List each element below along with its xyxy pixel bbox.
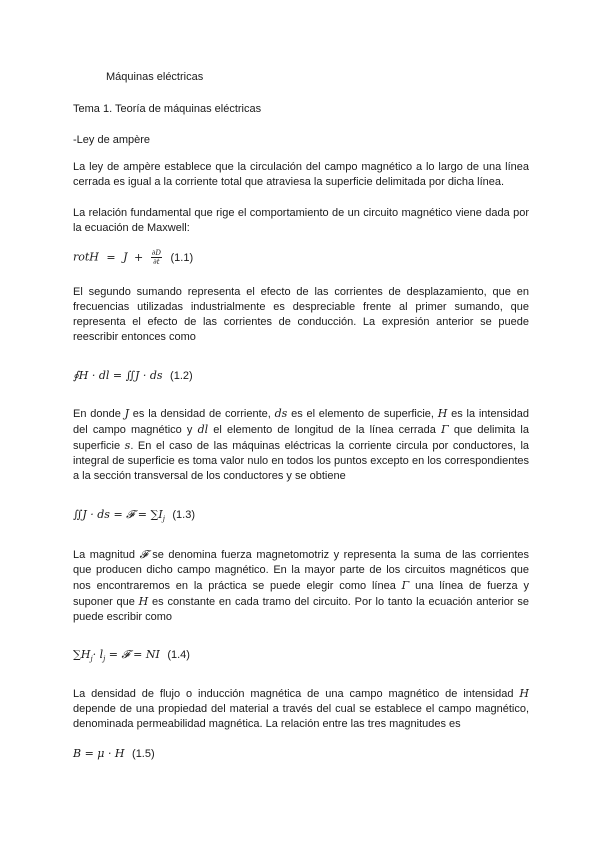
equation-1-1: rotH = J + $\frac{\partial D}{\partial t}$ (1.1) <box>73 249 194 266</box>
fraction-dD-dt: $\frac{\partial D}{\partial t}$ <box>151 249 161 266</box>
paragraph-6: La densidad de flujo o inducción magnética de una campo magnético de intensidad H depende de una propiedad del material a través del cual se establece el campo magnético, denominada permeabilidad magnética. La relación entre las tres magnitudes es <box>73 687 529 730</box>
section-heading: Tema 1. Teoría de máquinas eléctricas <box>73 103 262 115</box>
paragraph-4: En donde J es la densidad de corriente, ds es el elemento de superficie, H es la intensidad del campo magnético y dl el elemento de longitud de la línea cerrada Γ que delimita la superficie s. En el caso de las máquinas eléctricas la corriente circula por conductores, la integral de superficie es toma valor nulo en todos los puntos excepto en los correspondientes a la sección transversal de los conductores y se obtiene <box>73 407 530 482</box>
paragraph-3: El segundo sumando representa el efecto de las corrientes de desplazamiento, que en frecuencias utilizadas industrialmente es despreciable frente al primer sumando, que representa el efecto de las corrientes de conducción. La expresión anterior se puede reescribir entonces como <box>73 286 529 343</box>
equation-1-3: ∬J · ds = 𝓕 = $\sum I_j$ (1.3) <box>73 508 195 524</box>
subsection-heading: -Ley de ampère <box>73 134 151 146</box>
paragraph-5: La magnitud 𝓕 se denomina fuerza magnetomotriz y representa la suma de las corrientes que producen dicho campo magnético. En la mayor parte de los circuitos magnéticos que nos encontraremos en la práctica se puede elegir como línea Γ una línea de fuerza y suponer que H es constante en cada tramo del circuito. Por lo tanto la ecuación anterior se puede escribir como <box>73 548 529 623</box>
document-title: Máquinas eléctricas <box>106 71 204 83</box>
paragraph-1: La ley de ampère establece que la circulación del campo magnético a lo largo de una línea cerrada es igual a la corriente total que atraviesa la superficie delimitada por dicha línea. <box>73 161 529 188</box>
paragraph-2: La relación fundamental que rige el comportamiento de un circuito magnético viene dada por la ecuación de Maxwell: <box>73 207 529 234</box>
equation-1-5: B = μ · H (1.5) <box>73 747 155 760</box>
equation-1-2: ∮H · dl = ∬J · ds (1.2) <box>73 369 193 382</box>
equation-1-4: $\sum H_j\cdot l_j$ = 𝓕 = NI (1.4) <box>73 648 190 664</box>
